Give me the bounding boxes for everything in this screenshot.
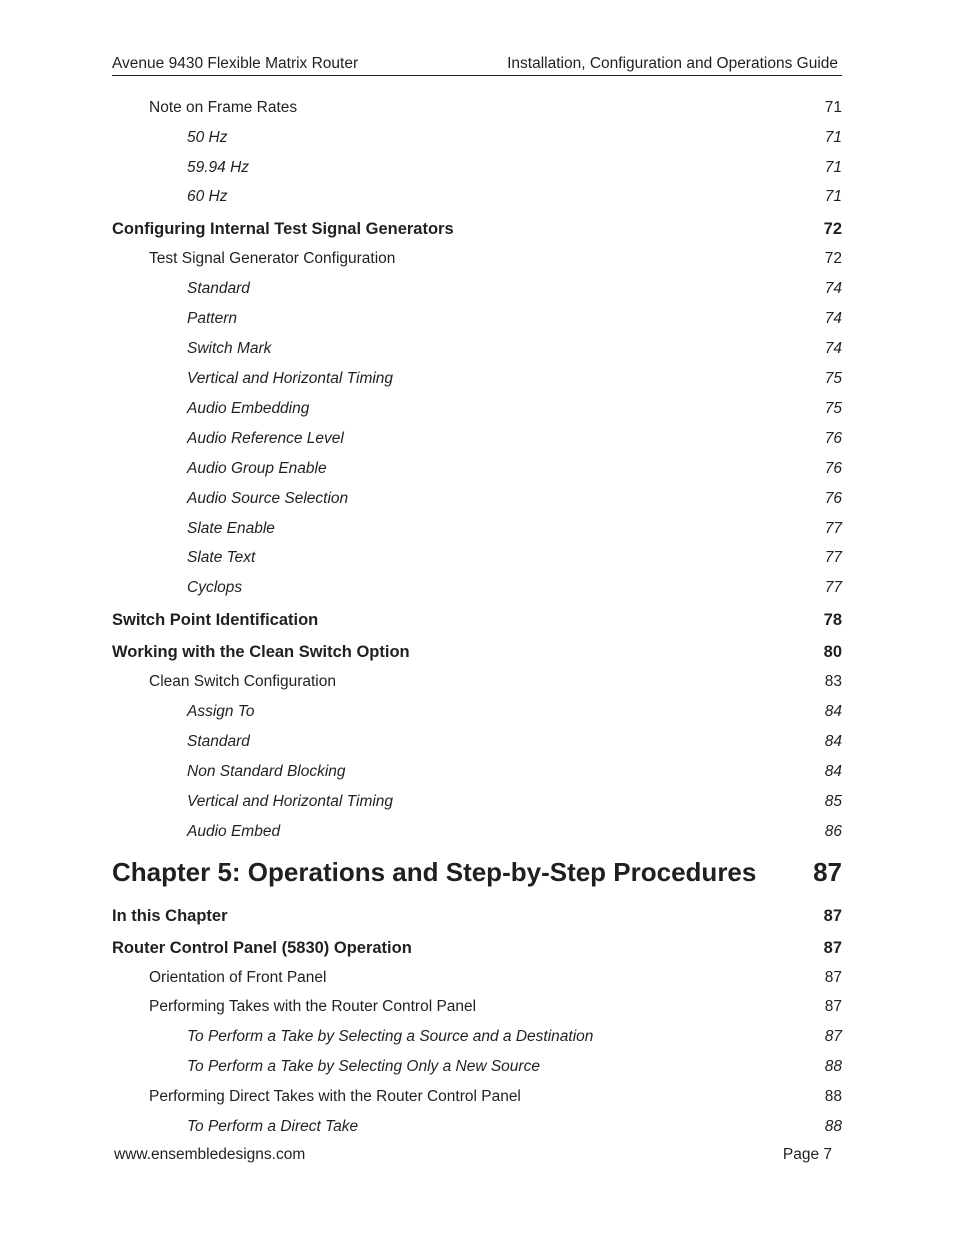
toc-entry-title: Switch Point Identification <box>112 611 319 629</box>
toc-entry-page: 71 <box>824 159 842 176</box>
toc-entry-page: 88 <box>824 1058 842 1075</box>
footer-website: www.ensembledesigns.com <box>114 1146 306 1163</box>
toc-entry-page: 71 <box>824 99 842 116</box>
toc-entry-page: 84 <box>824 703 842 720</box>
toc-entry-page: 74 <box>824 280 842 297</box>
toc-entry-title: Assign To <box>187 703 255 720</box>
toc-entry-title: Pattern <box>187 310 237 327</box>
toc-entry-page: 74 <box>824 340 842 357</box>
toc-entry-title: Slate Enable <box>187 520 275 537</box>
toc-entry-title: Audio Group Enable <box>187 460 327 477</box>
toc-entry-title: Working with the Clean Switch Option <box>112 643 410 661</box>
toc-entry-page: 71 <box>824 188 842 205</box>
toc-entry-page: 77 <box>824 579 842 596</box>
toc-entry-title: Router Control Panel (5830) Operation <box>112 939 412 957</box>
toc-entry-title: Configuring Internal Test Signal Generators <box>112 220 454 238</box>
toc-entry-page: 87 <box>824 998 842 1015</box>
toc-entry-title: Vertical and Horizontal Timing <box>187 793 394 810</box>
toc-entry-title: Slate Text <box>187 549 256 566</box>
toc-entry-page: 76 <box>824 460 842 477</box>
toc-entry-title: Standard <box>187 733 250 750</box>
toc-entry-title: Audio Reference Level <box>187 430 344 447</box>
toc-entry-title: 50 Hz <box>187 129 228 146</box>
header-guide-title: Installation, Configuration and Operations Guide <box>507 55 838 72</box>
toc-entry-page: 71 <box>824 129 842 146</box>
toc-entry-page: 87 <box>813 857 842 887</box>
toc-entry-title: To Perform a Take by Selecting a Source and a Destination <box>187 1028 594 1045</box>
toc-entry-title: Non Standard Blocking <box>187 763 346 780</box>
toc-entry-page: 88 <box>824 1088 842 1105</box>
toc-entry-title: Note on Frame Rates <box>149 99 298 116</box>
toc-entry-title: To Perform a Direct Take <box>187 1118 359 1135</box>
toc-entry-page: 77 <box>824 549 842 566</box>
toc-entry-title: Switch Mark <box>187 340 272 357</box>
toc-entry-title: Clean Switch Configuration <box>149 673 336 690</box>
toc-entry-page: 87 <box>824 969 842 986</box>
toc-entry-title: Vertical and Horizontal Timing <box>187 370 394 387</box>
toc-entry-page: 84 <box>824 733 842 750</box>
toc-entry-title: Audio Embedding <box>187 400 310 417</box>
toc-entry-title: To Perform a Take by Selecting Only a New Source <box>187 1058 540 1075</box>
toc-entry-page: 76 <box>824 490 842 507</box>
toc-entry-page: 80 <box>823 643 842 661</box>
toc-entry-page: 83 <box>824 673 842 690</box>
toc-entry-page: 85 <box>824 793 842 810</box>
toc-entry-page: 77 <box>824 520 842 537</box>
toc-entry-title: In this Chapter <box>112 907 228 925</box>
toc-entry-page: 72 <box>823 220 842 238</box>
toc-entry-page: 87 <box>823 907 842 925</box>
toc-entry-page: 75 <box>824 370 842 387</box>
toc-entry-page: 75 <box>824 400 842 417</box>
toc-entry-title: Audio Source Selection <box>187 490 349 507</box>
toc-entry-title: Orientation of Front Panel <box>149 969 327 986</box>
toc-entry-page: 78 <box>823 611 842 629</box>
toc-entry-page: 84 <box>824 763 842 780</box>
toc-entry-title: Audio Embed <box>187 823 281 840</box>
toc-entry-page: 76 <box>824 430 842 447</box>
header-product-title: Avenue 9430 Flexible Matrix Router <box>112 55 359 72</box>
toc-entry-page: 74 <box>824 310 842 327</box>
toc-entry-page: 87 <box>823 939 842 957</box>
toc-entry-title: 60 Hz <box>187 188 228 205</box>
toc-entry-page: 88 <box>824 1118 842 1135</box>
toc-entry-title: Performing Takes with the Router Control Panel <box>149 998 477 1015</box>
footer-page-number: Page 7 <box>782 1146 832 1163</box>
toc-entry-title: Cyclops <box>187 579 243 596</box>
toc-entry-title: Performing Direct Takes with the Router Control Panel <box>149 1088 521 1105</box>
toc-entry-title: 59.94 Hz <box>187 159 250 176</box>
toc-entry-page: 87 <box>824 1028 842 1045</box>
toc-entry-title: Chapter 5: Operations and Step-by-Step Procedures <box>112 857 757 887</box>
toc-entry-page: 86 <box>824 823 842 840</box>
toc-entry-title: Test Signal Generator Configuration <box>149 250 396 267</box>
toc-entry-page: 72 <box>824 250 842 267</box>
toc-entry-title: Standard <box>187 280 250 297</box>
